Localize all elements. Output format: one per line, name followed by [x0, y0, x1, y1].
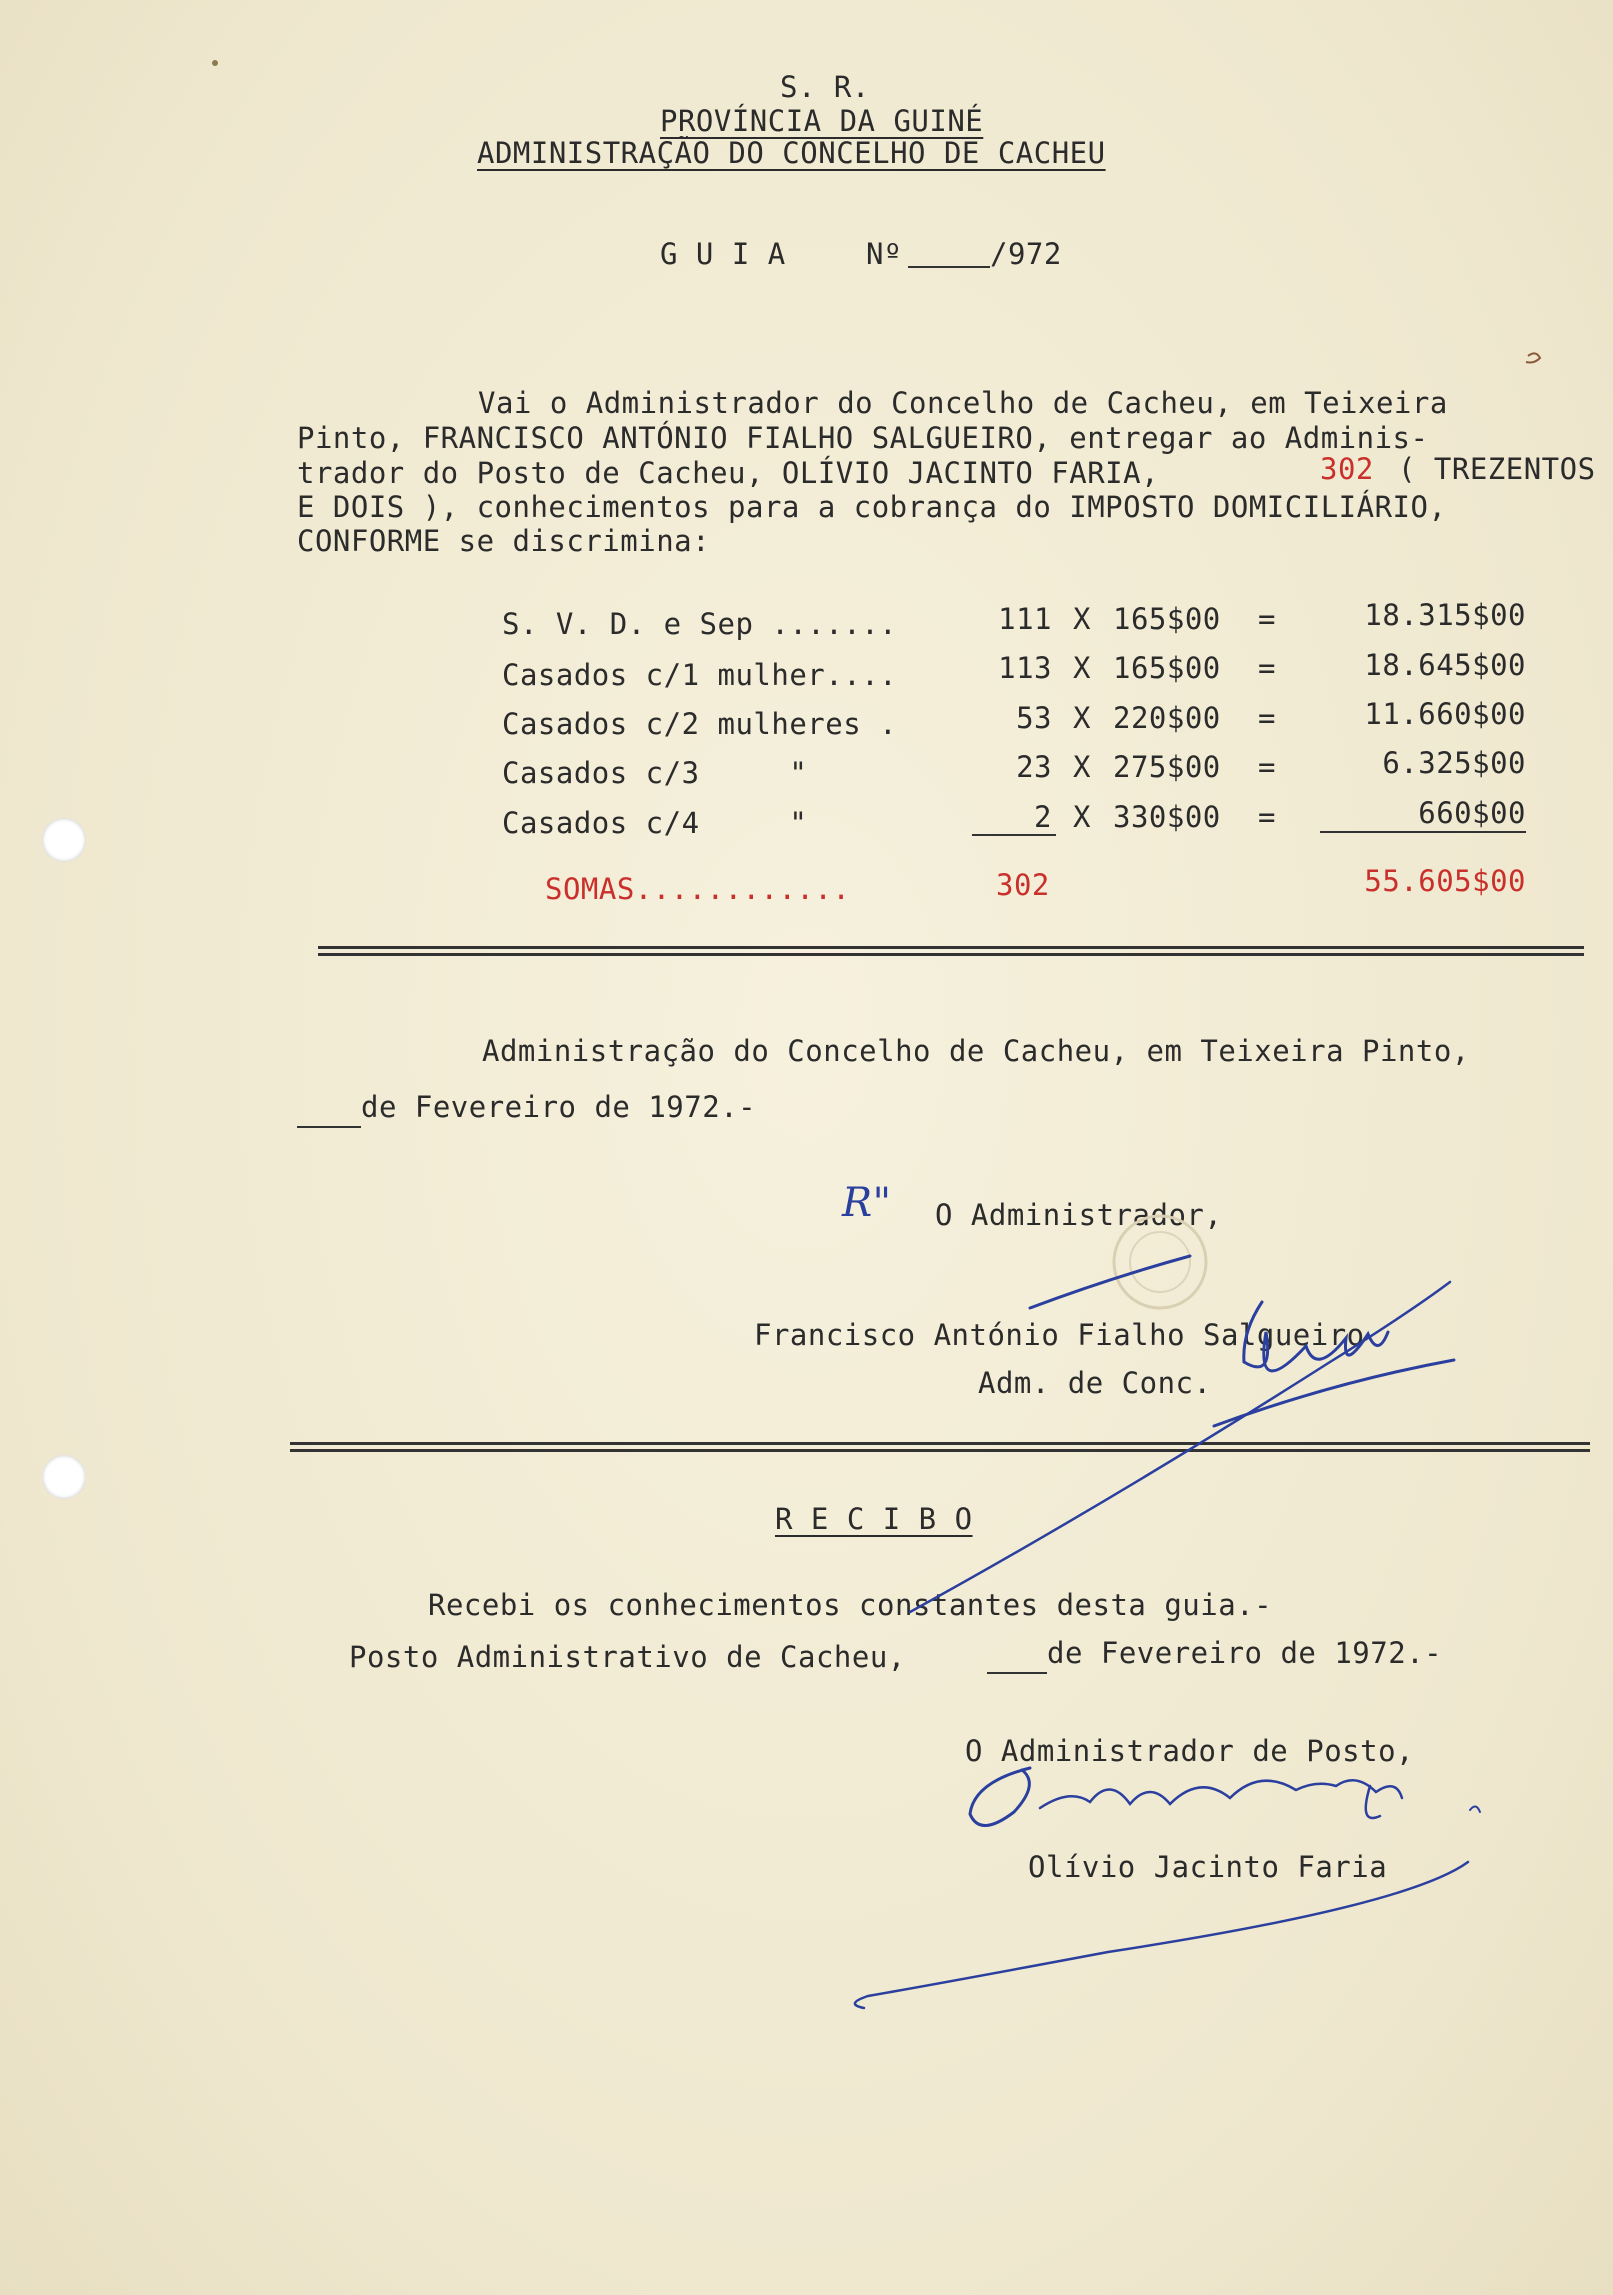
body-line-2: Pinto, FRANCISCO ANTÓNIO FIALHO SALGUEIRO, entregar ao Adminis- — [297, 421, 1429, 455]
row-equals: = — [1258, 651, 1276, 685]
row-total: 660$00 — [1418, 796, 1526, 830]
sums-total: 55.605$00 — [1364, 864, 1526, 898]
row-rate: 330$00 — [1113, 800, 1221, 834]
administrator-title: O Administrador, — [935, 1198, 1223, 1232]
body-line-4: E DOIS ), conhecimentos para a cobrança do IMPOSTO DOMICILIÁRIO, — [297, 490, 1447, 524]
post-administrator-title: O Administrador de Posto, — [965, 1734, 1414, 1768]
header-administration: ADMINISTRAÇÃO DO CONCELHO DE CACHEU — [477, 136, 1106, 170]
row-rate: 275$00 — [1113, 750, 1221, 784]
body-count-words: ( TREZENTOS — [1398, 452, 1596, 486]
handwritten-mark — [1526, 353, 1540, 362]
closing-line-1: Administração do Concelho de Cacheu, em Teixeira Pinto, — [482, 1034, 1470, 1068]
row-label: Casados c/3 " — [502, 756, 808, 790]
post-administrator-signature — [855, 1768, 1480, 2008]
rubric-mark: R" — [842, 1180, 892, 1226]
row-total: 6.325$00 — [1382, 746, 1526, 780]
row-count: 113 — [998, 651, 1052, 685]
row-equals: = — [1258, 800, 1276, 834]
row-multiply: X — [1073, 651, 1091, 685]
body-line-5: CONFORME se discrimina: — [297, 524, 711, 558]
recibo-line-1: Recebi os conhecimentos constantes desta guia.- — [428, 1588, 1273, 1622]
row-equals: = — [1258, 750, 1276, 784]
body-line-3: trador do Posto de Cacheu, OLÍVIO JACINTO FARIA, — [297, 456, 1160, 490]
row-multiply: X — [1073, 602, 1091, 636]
row-count: 53 — [1016, 701, 1052, 735]
header-province: PROVÍNCIA DA GUINÉ — [660, 104, 984, 138]
row-label: Casados c/2 mulheres . — [502, 707, 898, 741]
row-equals: = — [1258, 602, 1276, 636]
closing-line-2: de Fevereiro de 1972.- — [361, 1090, 757, 1124]
sums-count: 302 — [996, 868, 1050, 902]
row-multiply: X — [1073, 800, 1091, 834]
row-label: Casados c/4 " — [502, 806, 808, 840]
embossed-seal — [1114, 1216, 1206, 1308]
row-label: Casados c/1 mulher.... — [502, 658, 898, 692]
recibo-place: Posto Administrativo de Cacheu, — [349, 1640, 906, 1674]
body-line-1: Vai o Administrador do Concelho de Cacheu, em Teixeira — [478, 386, 1448, 420]
row-label: S. V. D. e Sep ....... — [502, 607, 898, 641]
post-administrator-name: Olívio Jacinto Faria — [1028, 1850, 1388, 1884]
recibo-date: de Fevereiro de 1972.- — [1047, 1636, 1443, 1670]
body-count-302: 302 — [1320, 452, 1374, 486]
guia-number-prefix: Nº — [866, 237, 902, 271]
administrator-signature — [910, 1256, 1454, 1612]
guia-label: G U I A — [660, 237, 786, 271]
row-count: 23 — [1016, 750, 1052, 784]
header-sr: S. R. — [780, 70, 870, 104]
administrator-name: Francisco António Fialho Salgueiro — [754, 1318, 1365, 1352]
administrator-role: Adm. de Conc. — [978, 1366, 1212, 1400]
row-total: 18.645$00 — [1364, 648, 1526, 682]
row-rate: 220$00 — [1113, 701, 1221, 735]
guia-number-suffix: /972 — [990, 237, 1062, 271]
row-rate: 165$00 — [1113, 651, 1221, 685]
row-rate: 165$00 — [1113, 602, 1221, 636]
recibo-title: R E C I B O — [775, 1502, 973, 1536]
row-multiply: X — [1073, 750, 1091, 784]
row-count: 2 — [1034, 800, 1052, 834]
row-total: 18.315$00 — [1364, 598, 1526, 632]
row-total: 11.660$00 — [1364, 697, 1526, 731]
sums-label: SOMAS............ — [545, 872, 851, 906]
row-count: 111 — [998, 602, 1052, 636]
row-multiply: X — [1073, 701, 1091, 735]
row-equals: = — [1258, 701, 1276, 735]
